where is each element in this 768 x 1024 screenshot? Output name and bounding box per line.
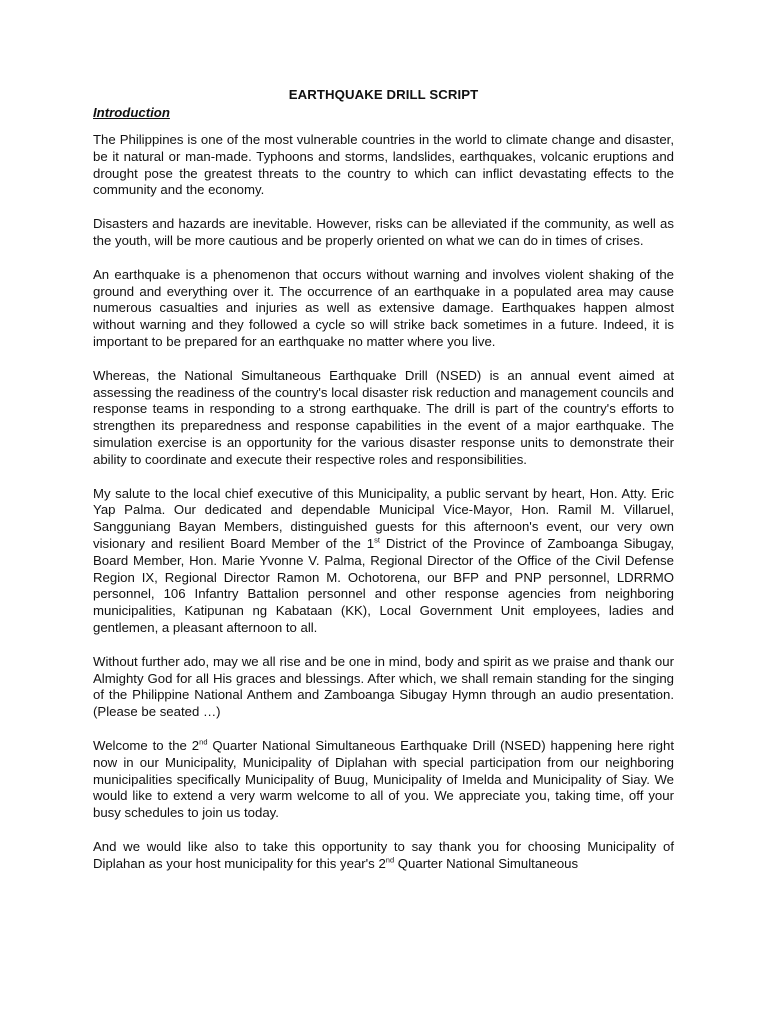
- ordinal-suffix: nd: [199, 737, 208, 747]
- document-title: EARTHQUAKE DRILL SCRIPT: [288, 87, 479, 102]
- thanks-text-end: Quarter National Simultaneous: [394, 855, 579, 871]
- paragraph-disasters-hazards: Disasters and hazards are inevitable. However, risks can be alleviated if the community, as well as the youth, will be more cautious and be properly oriented on what we can do in times of crises.: [93, 216, 674, 248]
- ordinal-suffix: nd: [385, 855, 395, 865]
- paragraph-nsed-purpose: Whereas, the National Simultaneous Earthquake Drill (NSED) is an annual event aimed at assessing the readiness of the country's local disaster risk reduction and management councils and response teams in responding to a strong earthquake. The drill is part of the country's efforts to strengthen its preparedness and response capabilities in the event of a major earthquake. The simulation exercise is an opportunity for the various disaster response units to demonstrate their ability to coordinate and execute their respective roles and responsibilities.: [93, 367, 674, 467]
- paragraph-thanks-host: [93, 839, 674, 873]
- welcome-text-start: Welcome to the 2: [93, 737, 200, 753]
- paragraph-philippines-vulnerability: The Philippines is one of the most vulnerable countries in the world to climate change and disaster, be it natural or man-made. Typhoons and storms, landslides, earthquakes, volcanic eruptions and drought pose the greatest threats to the country to which can inflict devastating effects to the community and the economy.: [93, 132, 674, 198]
- paragraph-invocation: Without further ado, may we all rise and be one in mind, body and spirit as we praise and thank our Almighty God for all His graces and blessings. After which, we shall remain standing for the singing of the Philippine National Anthem and Zamboanga Sibugay Hymn through an audio presentation. (Please be seated …): [93, 653, 674, 720]
- paragraph-welcome: [93, 738, 674, 822]
- section-heading-introduction: Introduction: [93, 105, 170, 120]
- paragraph-salutation: [93, 486, 674, 637]
- document-body: [93, 86, 674, 889]
- paragraph-earthquake-phenomenon: An earthquake is a phenomenon that occurs without warning and involves violent shaking of the ground and everything over it. The occurrence of an earthquake in a populated area may cause numerous casualties and injuries as well as extensive damage. Earthquakes happen almost without warning and they followed a cycle so will strike back sometimes in a future. Indeed, it is important to be prepared for an earthquake no matter where you live.: [93, 266, 674, 349]
- salutation-text-end: District of the Province of Zamboanga Sibugay, Board Member, Hon. Marie Yvonne V. Palma, Regional Director of the Office of the Civil Defense Region IX, Regional Director Ramon M. Ochotorena, our BFP and PNP personnel, LDRRMO personnel, 106 Infantry Battalion personnel and other response agencies from neighboring municipalities, Katipunan ng Kabataan (KK), Local Government Unit employees, ladies and gentlemen, a pleasant afternoon to all.: [93, 535, 674, 635]
- ordinal-suffix: st: [374, 535, 380, 545]
- salutation-text-start: My salute to the local chief executive of this Municipality, a public servant by heart, Hon. Atty. Eric Yap Palma. Our dedicated and dependable Municipal Vice-Mayor, Hon. Ramil M. Villaruel, Sangguniang Bayan Members, distinguished guests for this afternoon's event, our very own visionary and resilient Board Member of the 1: [93, 485, 674, 551]
- thanks-text-start: And we would like also to take this opportunity to say thank you for choosing Municipality of Diplahan as your host municipality for this year's 2: [93, 838, 674, 871]
- welcome-text-end: Quarter National Simultaneous Earthquake Drill (NSED) happening here right now in our Municipality, Municipality of Diplahan with special participation from our neighboring municipalities specifically Municipality of Buug, Municipality of Imelda and Municipality of Siay. We would like to extend a very warm welcome to all of you. We appreciate you, taking time, off your busy schedules to join us today.: [93, 737, 674, 821]
